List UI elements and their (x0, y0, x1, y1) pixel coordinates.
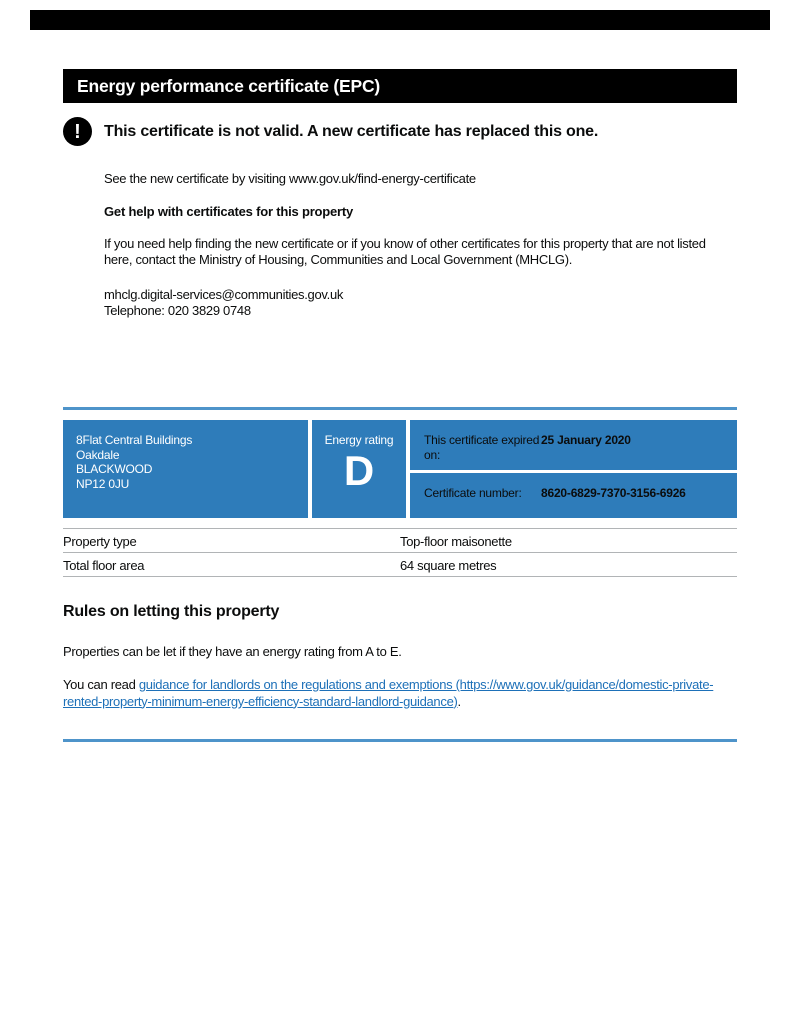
certificate-summary-box (63, 420, 737, 518)
see-new-certificate-text: See the new certificate by visiting www.gov.uk/find-energy-certificate (104, 171, 476, 186)
expiry-row (410, 420, 737, 470)
energy-rating-panel (312, 420, 406, 518)
table-row (63, 528, 737, 552)
contact-details (104, 287, 737, 319)
address-line: BLACKWOOD (76, 462, 153, 476)
help-paragraph: If you need help finding the new certificate or if you know of other certificates for this property that are not listed here, contact the Ministry of Housing, Communities and Local Government (MHCLG). (104, 236, 706, 267)
property-type-value: Top-floor maisonette (400, 534, 512, 549)
contact-email: mhclg.digital-services@communities.gov.uk (104, 287, 344, 302)
property-details-table (63, 528, 737, 577)
total-floor-area-label: Total floor area (63, 558, 145, 573)
property-type-label: Property type (63, 534, 137, 549)
expiry-label: This certificate expired on: (424, 433, 540, 462)
energy-rating-label: Energy rating (324, 433, 394, 447)
guidance-suffix: . (457, 693, 461, 709)
certificate-number-value: 8620-6829-7370-3156-6926 (541, 486, 686, 500)
guidance-prefix: You can read (63, 677, 139, 692)
page-top-rule (30, 10, 770, 30)
warning-title: This certificate is not valid. A new certificate has replaced this one. (104, 122, 599, 140)
get-help-heading: Get help with certificates for this property (104, 204, 354, 219)
table-row (63, 552, 737, 576)
header-banner (63, 69, 737, 103)
contact-telephone: Telephone: 020 3829 0748 (104, 303, 251, 318)
certificate-number-row (410, 473, 737, 518)
address-line: 8Flat Central Buildings (76, 433, 193, 447)
section-rule-top (63, 407, 737, 410)
exclamation-icon: ! (63, 117, 92, 146)
total-floor-area-value: 64 square metres (400, 558, 497, 573)
landlord-guidance-link[interactable]: guidance for landlords on the regulations and exemptions (https://www.gov.uk/guidance/domestic-private-rented-property-minimum-energy-efficiency-standard-landlord-guidance) (63, 677, 714, 709)
property-address (63, 420, 308, 518)
section-rule-bottom (63, 739, 737, 742)
rules-paragraph: Properties can be let if they have an energy rating from A to E. (63, 644, 402, 659)
guidance-paragraph (63, 677, 737, 710)
certificate-number-label: Certificate number: (424, 486, 522, 500)
certificate-details-panel (410, 420, 737, 518)
page-title: Energy performance certificate (EPC) (77, 75, 381, 96)
expiry-date: 25 January 2020 (541, 433, 631, 447)
address-line: NP12 0JU (76, 476, 130, 491)
warning-banner (63, 117, 737, 146)
address-line: Oakdale (76, 447, 120, 462)
energy-rating-value: D (343, 447, 375, 494)
rules-heading: Rules on letting this property (63, 603, 280, 620)
